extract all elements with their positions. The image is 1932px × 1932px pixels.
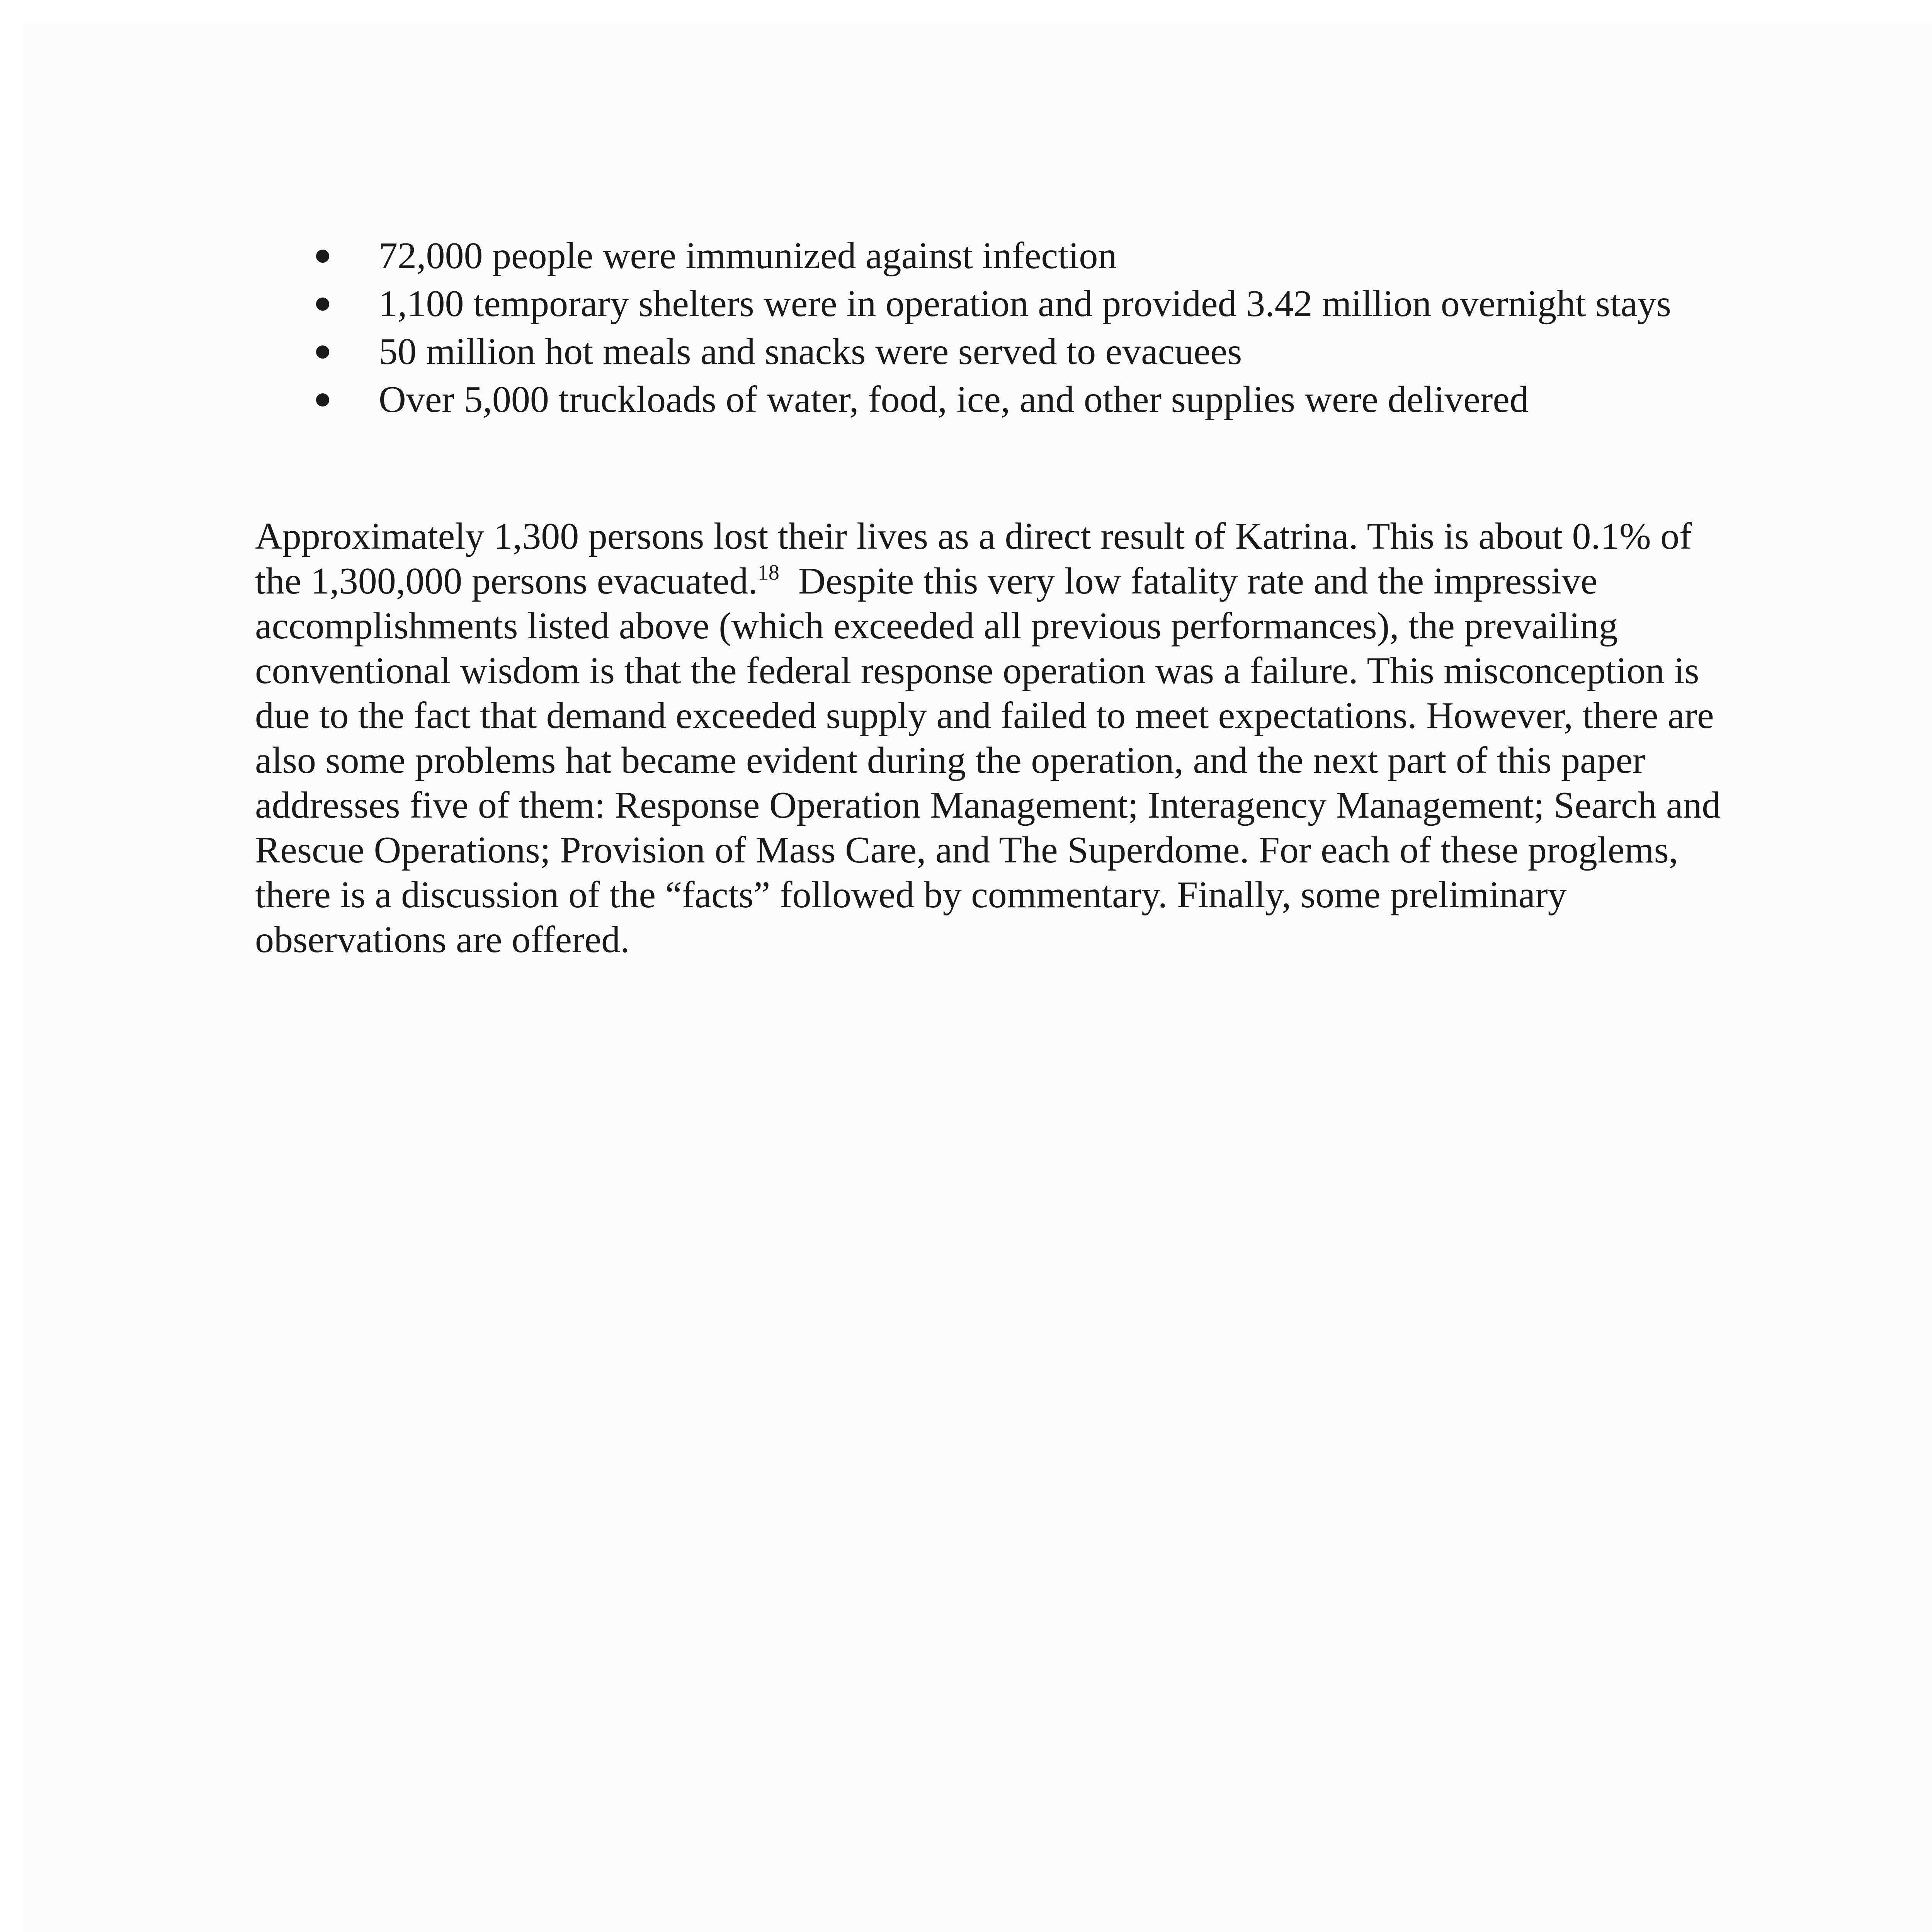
paragraph-line: accomplishments listed above (which exceeded all previous performances), the prevailing <box>255 605 1618 647</box>
list-item-text: 72,000 people were immunized against infection <box>379 235 1117 277</box>
list-item <box>255 328 1762 376</box>
paragraph-line: conventional wisdom is that the federal response operation was a failure. This misconception is <box>255 650 1699 692</box>
bullet-icon <box>316 298 329 311</box>
paragraph-text: Despite this very low fatality rate and the impressive <box>779 560 1598 602</box>
accomplishments-list <box>255 232 1762 423</box>
list-item <box>255 280 1762 328</box>
bullet-icon <box>316 345 329 359</box>
list-item-text: 1,100 temporary shelters were in operation and provided 3.42 million overnight stays <box>379 283 1671 325</box>
bullet-icon <box>316 250 329 263</box>
bullet-icon <box>316 393 329 406</box>
footnote-reference: 18 <box>757 561 779 585</box>
paragraph-line: observations are offered. <box>255 919 630 961</box>
list-item <box>255 376 1762 423</box>
list-item <box>255 232 1762 280</box>
paragraph-line: also some problems hat became evident during the operation, and the next part of this paper <box>255 740 1645 781</box>
paragraph-text: the 1,300,000 persons evacuated. <box>255 560 758 602</box>
paragraph-line: Rescue Operations; Provision of Mass Care, and The Superdome. For each of these proglems, <box>255 829 1679 871</box>
paragraph-line: addresses five of them: Response Operation Management; Interagency Management; Search and <box>255 784 1721 826</box>
paragraph-line: there is a discussion of the “facts” followed by commentary. Finally, some preliminary <box>255 874 1567 916</box>
paragraph-line: due to the fact that demand exceeded supply and failed to meet expectations. However, there are <box>255 695 1714 736</box>
body-paragraph <box>255 514 1801 962</box>
list-item-text: Over 5,000 truckloads of water, food, ice, and other supplies were delivered <box>379 379 1529 420</box>
list-item-text: 50 million hot meals and snacks were served to evacuees <box>379 331 1242 372</box>
document-page <box>23 23 1932 1932</box>
paragraph-line: Approximately 1,300 persons lost their lives as a direct result of Katrina. This is about 0.1% of <box>255 515 1692 557</box>
paragraph-line <box>255 559 1801 604</box>
